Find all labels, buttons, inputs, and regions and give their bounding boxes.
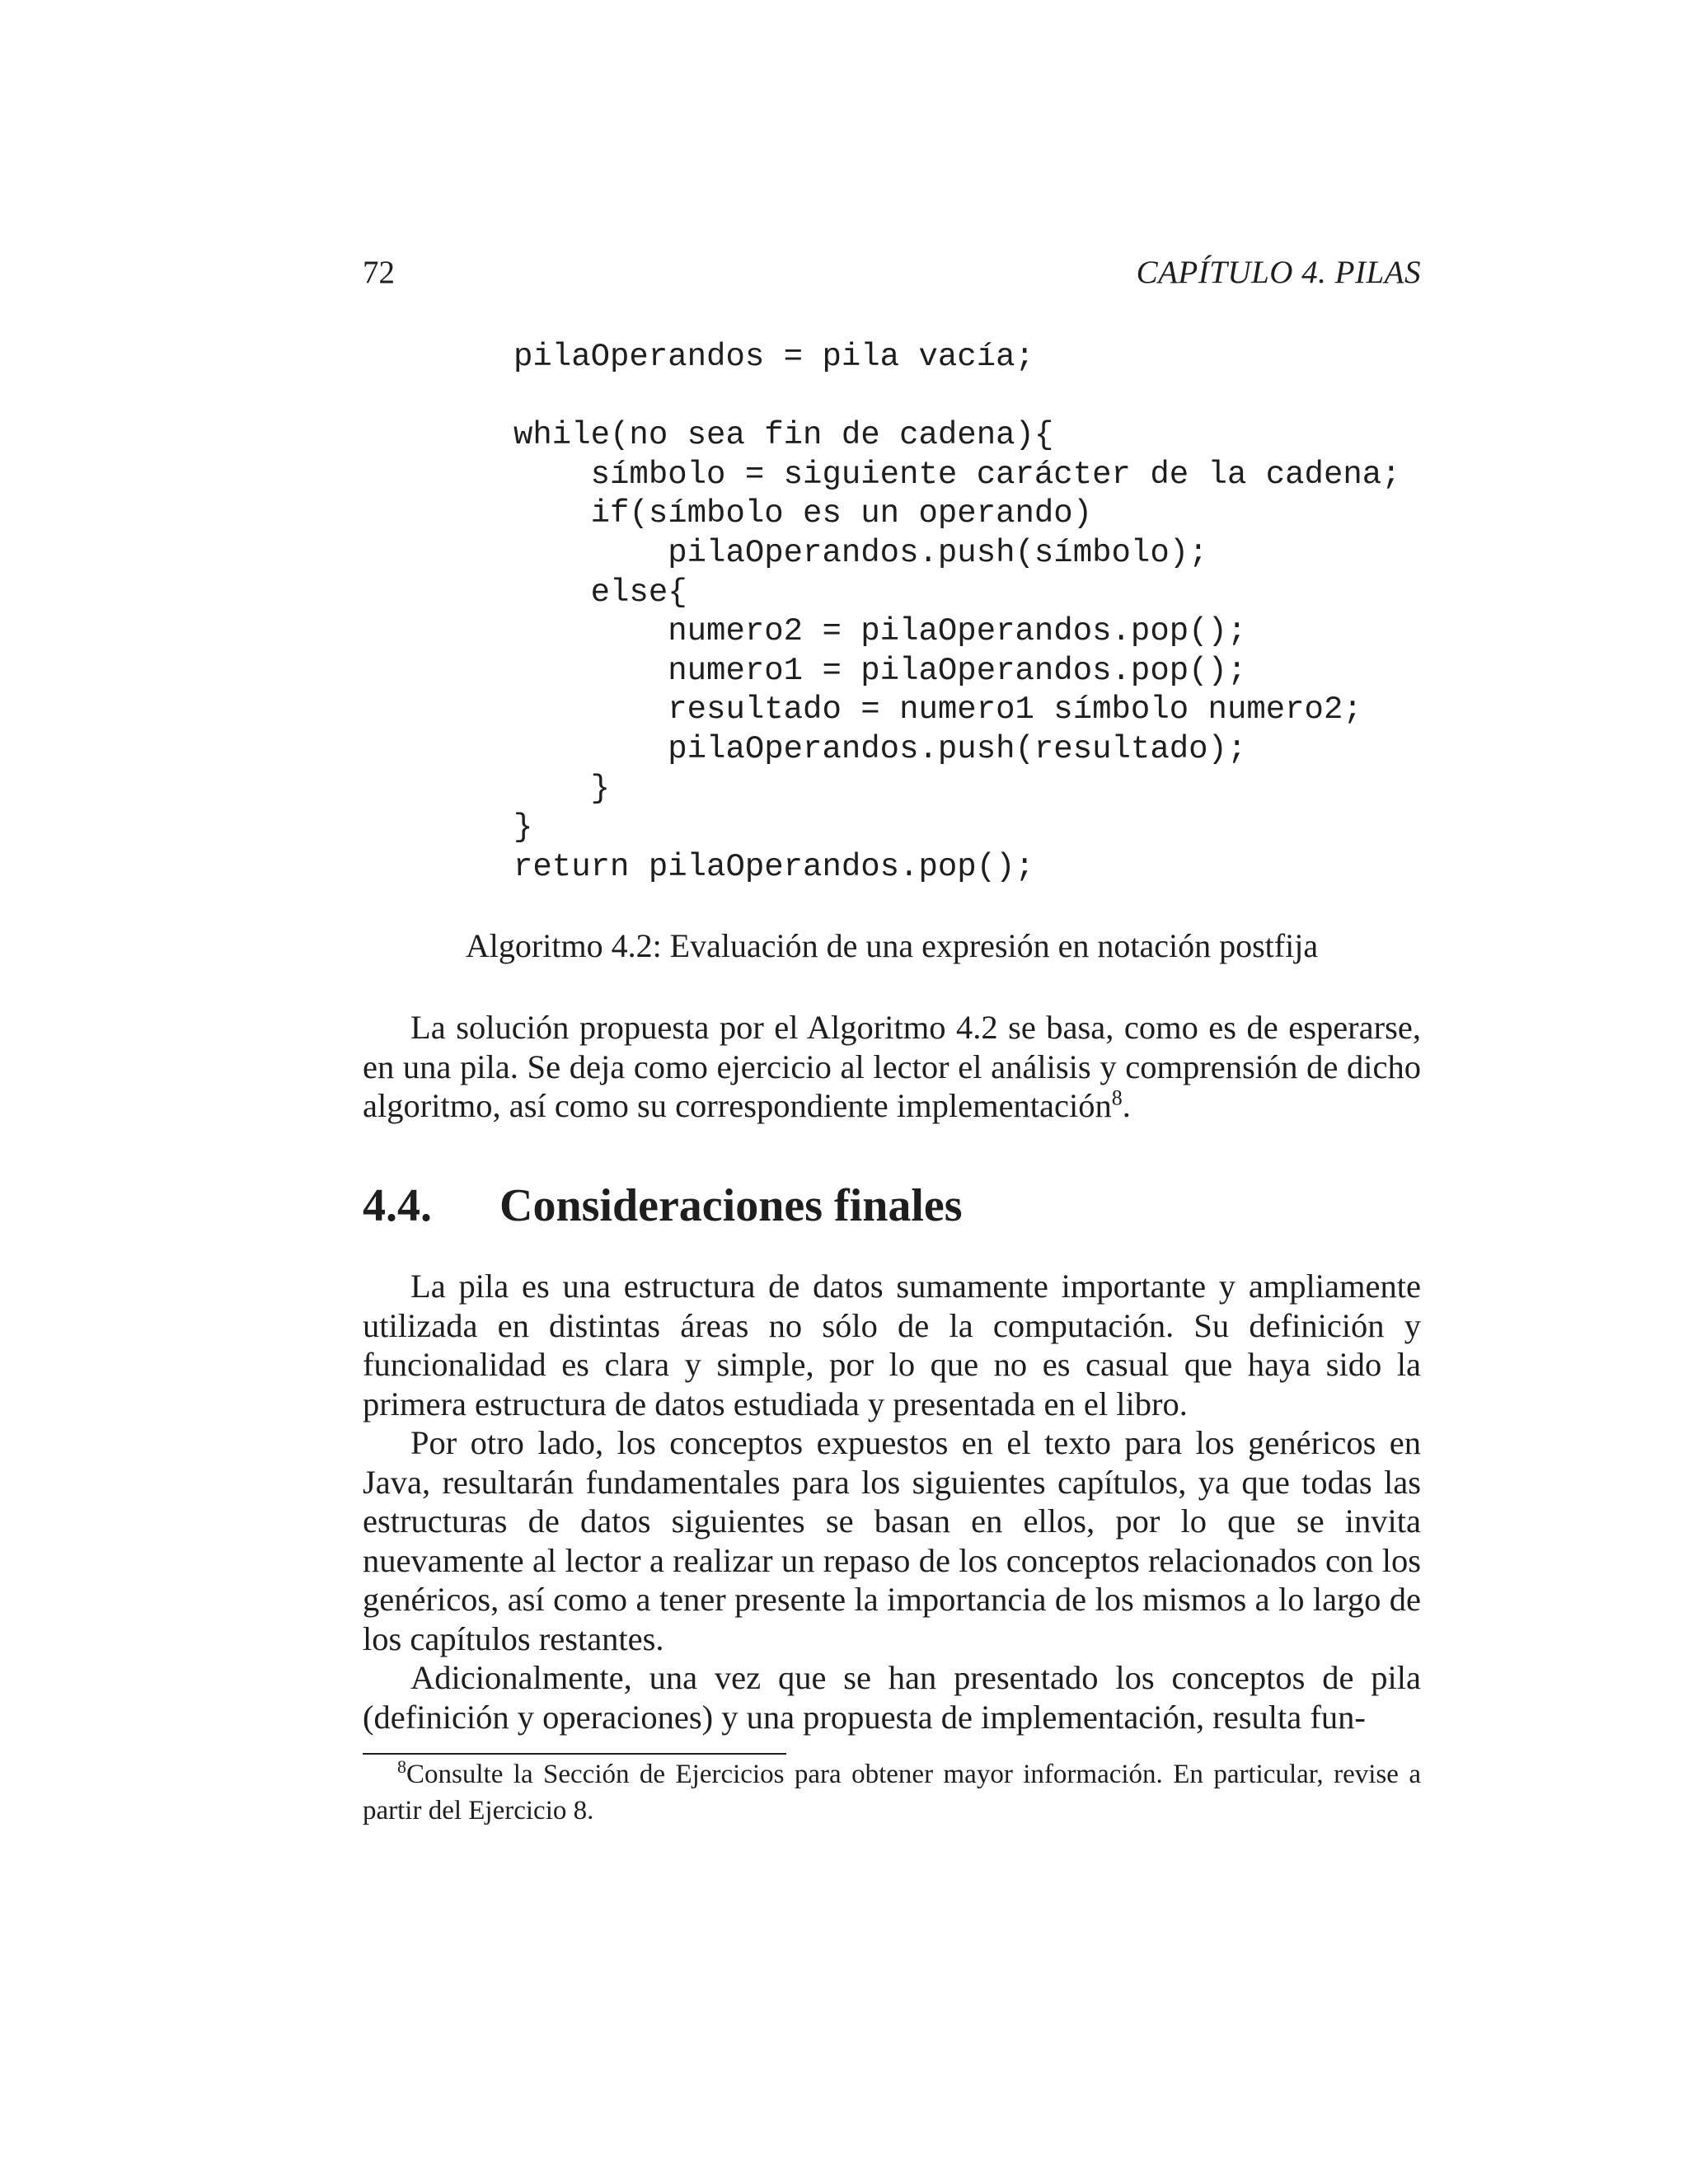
footnote-rule	[363, 1753, 786, 1755]
section-number: 4.4.	[363, 1180, 432, 1231]
code-line: if(símbolo es un operando)	[513, 495, 1093, 532]
code-line: pilaOperandos.push(resultado);	[513, 730, 1247, 767]
chapter-title: CAPÍTULO 4. PILAS	[1136, 255, 1421, 290]
code-line	[513, 377, 1401, 417]
intro-paragraph-text: La solución propuesta por el Algoritmo 4.2 se basa, como es de esperarse, en una pila. Se deja como ejercicio al lector el análisis y comprensión de dicho algoritmo, así como su correspondiente implementación	[363, 1009, 1421, 1124]
section-body	[363, 1267, 1421, 1736]
intro-paragraph	[363, 1008, 1421, 1126]
section-paragraph: Adicionalmente, una vez que se han presentado los conceptos de pila (definición y operaciones) y una propuesta de implementación, resulta fun-	[363, 1659, 1421, 1736]
code-line: return pilaOperandos.pop();	[513, 848, 1034, 885]
section-title: Consideraciones finales	[499, 1180, 963, 1231]
page-number: 72	[363, 255, 395, 290]
footnote-marker: 8	[397, 1756, 406, 1777]
footnote-reference: 8	[1111, 1085, 1123, 1110]
section-heading	[363, 1173, 963, 1239]
code-line: else{	[513, 574, 687, 611]
running-header	[363, 250, 1421, 296]
algorithm-code-block	[513, 338, 1401, 887]
section-paragraph: La pila es una estructura de datos sumamente importante y ampliamente utilizada en distintas áreas no sólo de la computación. Su definición y funcionalidad es clara y simple, por lo que no es casual que haya sido la primera estructura de datos estudiada y presentada en el libro.	[363, 1268, 1421, 1422]
intro-text	[363, 1008, 1421, 1126]
code-line: pilaOperandos.push(símbolo);	[513, 534, 1208, 571]
footnote-text: Consulte la Sección de Ejercicios para obtener mayor información. En particular, revise a partir del Ejercicio 8.	[363, 1760, 1421, 1825]
code-line: }	[513, 809, 533, 846]
code-line: pilaOperandos = pila vacía;	[513, 339, 1034, 375]
section-paragraph: Por otro lado, los conceptos expuestos en el texto para los genéricos en Java, resultarán fundamentales para los siguientes capítulos, ya que todas las estructuras de datos siguientes se basan en ellos, por lo que se invita nuevamente al lector a realizar un repaso de los conceptos relacionados con los genéricos, así como a tener presente la importancia de los mismos a lo largo de los capítulos restantes.	[363, 1424, 1421, 1657]
code-line: while(no sea fin de cadena){	[513, 417, 1054, 454]
code-line: resultado = numero1 símbolo numero2;	[513, 691, 1362, 729]
code-line: }	[513, 770, 611, 807]
footnote	[363, 1756, 1421, 1829]
code-line: numero1 = pilaOperandos.pop();	[513, 652, 1247, 689]
intro-paragraph-end: .	[1122, 1087, 1131, 1124]
algorithm-caption: Algoritmo 4.2: Evaluación de una expresión en notación postfija	[465, 927, 1319, 964]
code-line: numero2 = pilaOperandos.pop();	[513, 613, 1247, 650]
code-line: símbolo = siguiente carácter de la cadena;	[513, 456, 1401, 493]
